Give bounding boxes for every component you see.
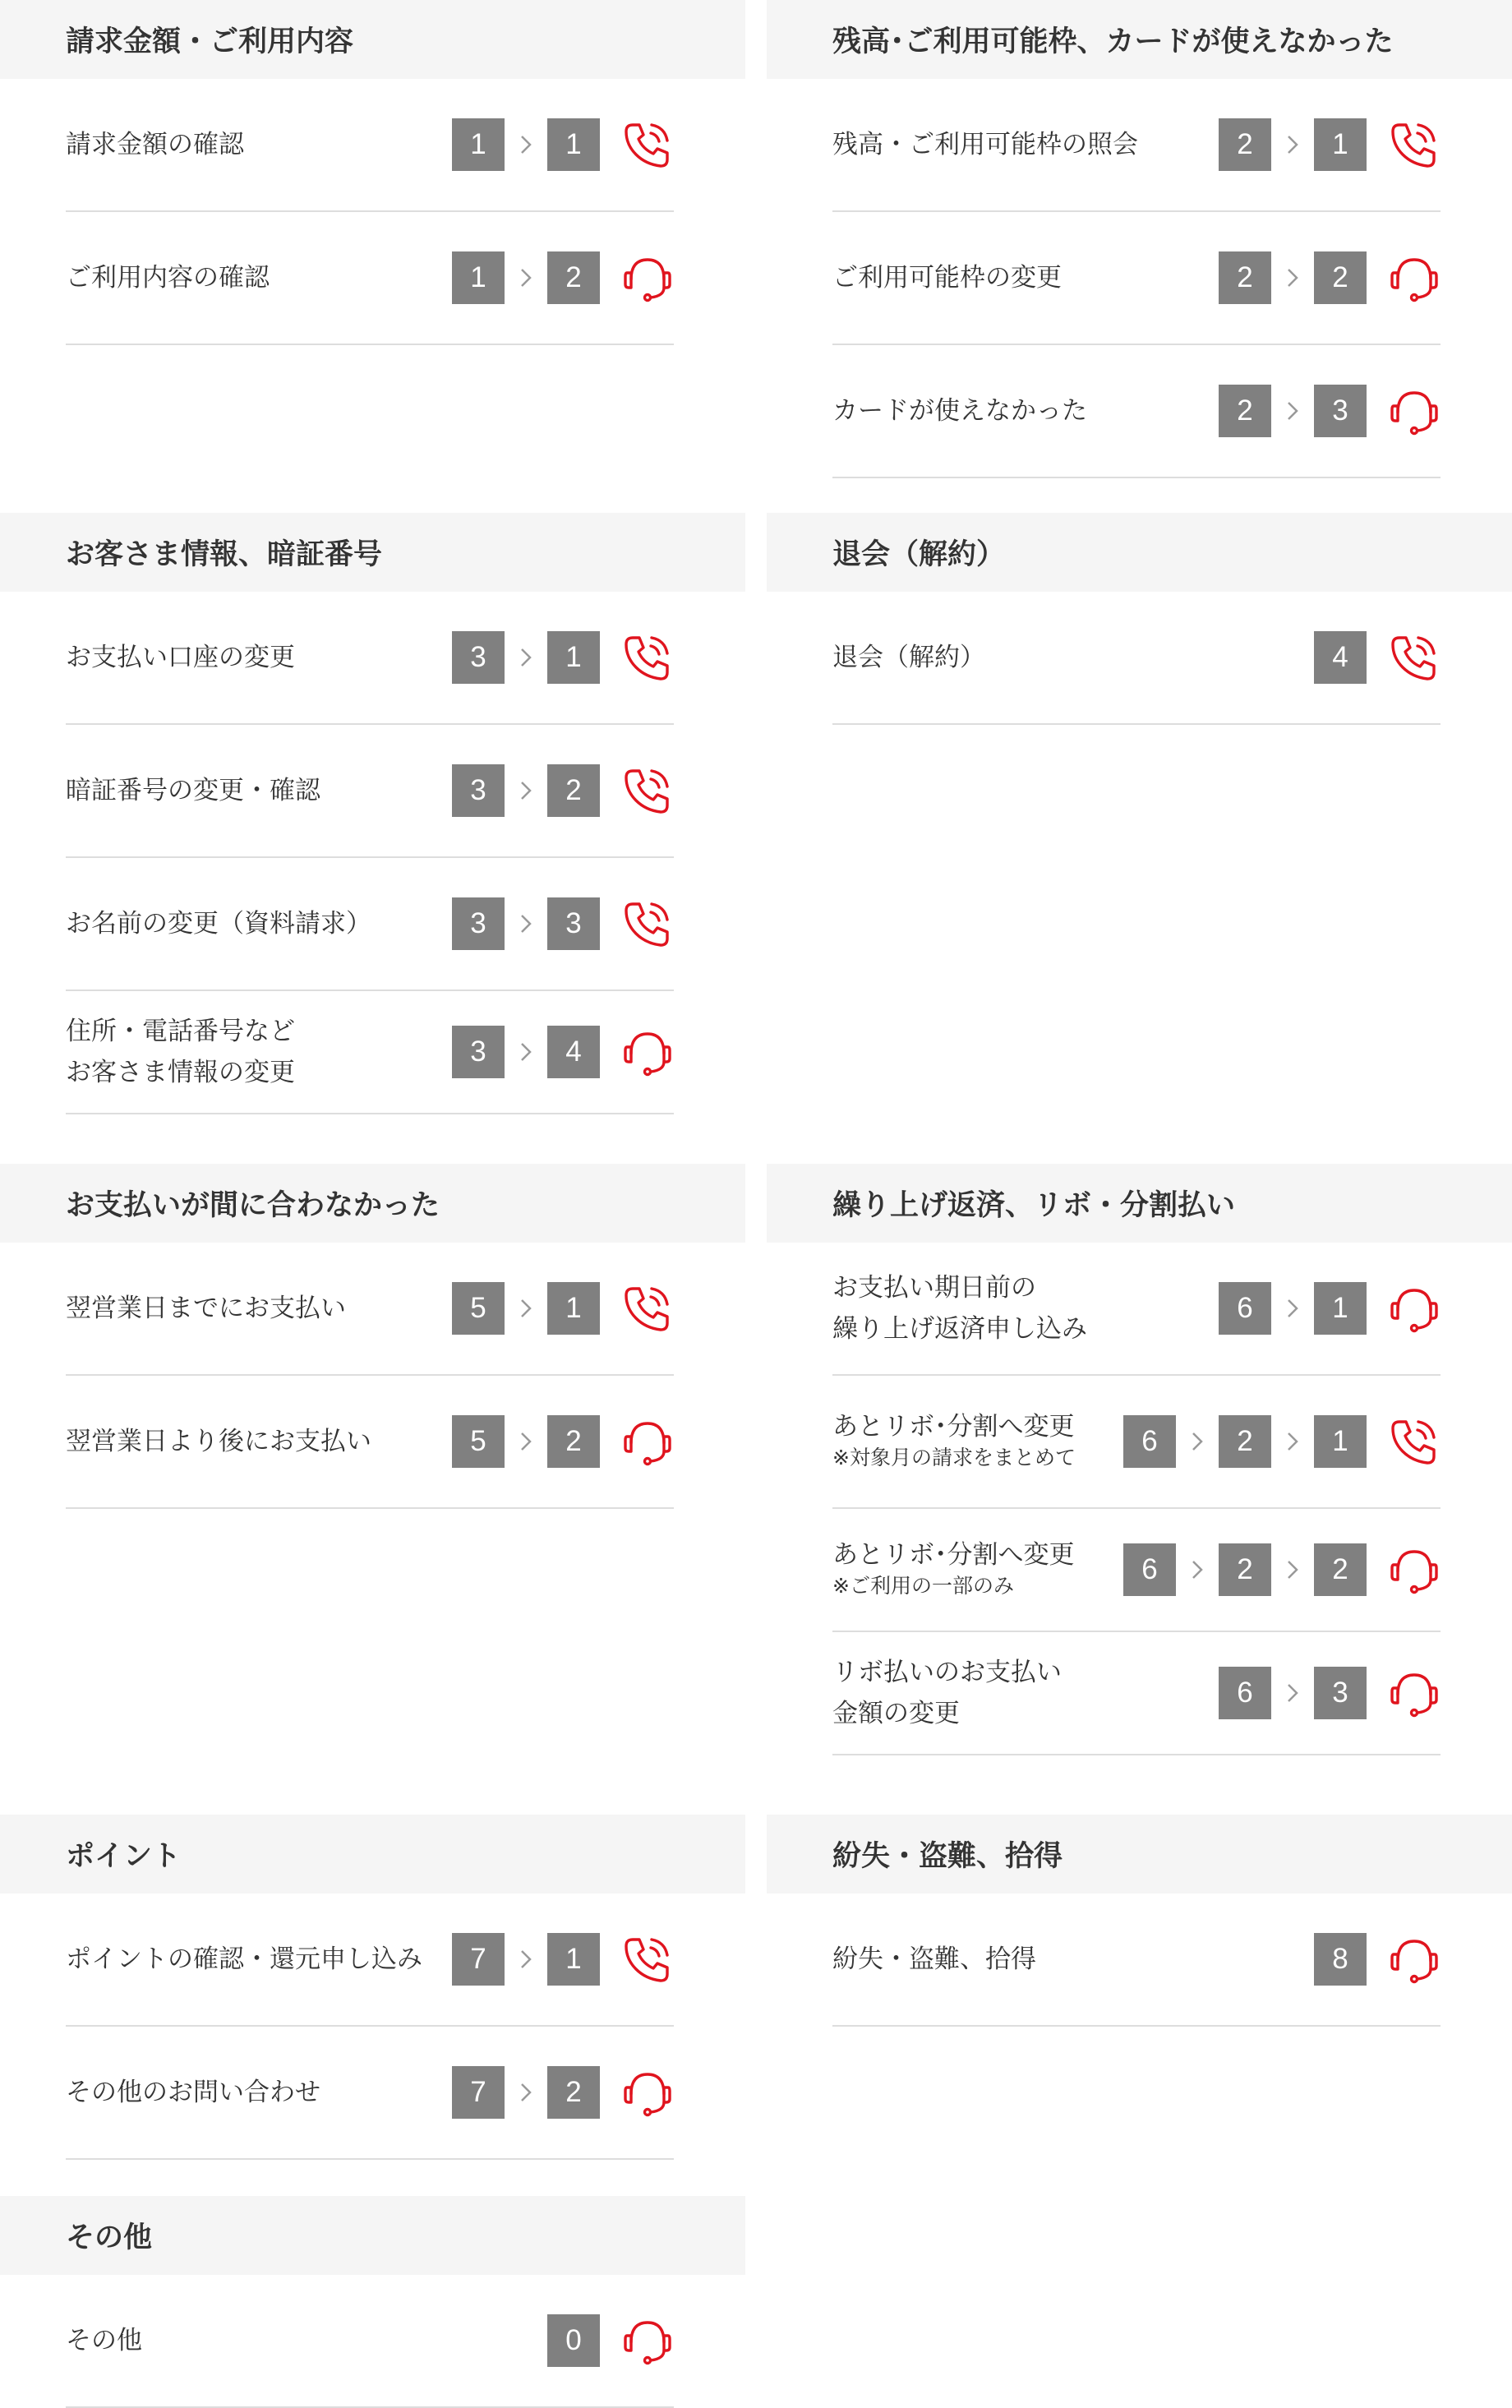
- chevron-right-icon: [505, 1415, 547, 1468]
- dial-sequence: [452, 1026, 674, 1078]
- menu-item[interactable]: [66, 725, 674, 858]
- menu-item-text: [66, 1421, 371, 1462]
- dial-digit: 6: [1123, 1415, 1176, 1468]
- dial-sequence: [452, 118, 674, 171]
- menu-item-text: [66, 1288, 346, 1329]
- menu-item-text: [832, 1267, 1087, 1349]
- chevron-right-icon: [505, 764, 547, 817]
- menu-item-note: ※対象月の請求をまとめて: [832, 1446, 1076, 1469]
- headset-icon: [621, 1415, 674, 1468]
- menu-item[interactable]: [66, 1376, 674, 1509]
- dial-sequence: [1219, 118, 1441, 171]
- dial-digit: 7: [452, 1933, 505, 1986]
- dial-sequence: [452, 251, 674, 304]
- dial-digit: 2: [547, 2066, 600, 2119]
- menu-item[interactable]: [832, 212, 1441, 345]
- chevron-right-icon: [1271, 1543, 1314, 1596]
- dial-sequence: [1314, 631, 1441, 684]
- menu-item[interactable]: [66, 1243, 674, 1376]
- menu-item-label: 退会（解約）: [832, 643, 985, 672]
- dial-sequence: [1219, 251, 1441, 304]
- menu-item-label: ご利用可能枠の変更: [832, 263, 1062, 293]
- section-title: 繰り上げ返済、リボ・分割払い: [767, 1164, 1512, 1243]
- menu-item[interactable]: [66, 1894, 674, 2027]
- menu-item-label: ご利用内容の確認: [66, 263, 270, 293]
- menu-item-text: [832, 257, 1062, 298]
- dial-digit: 2: [1219, 118, 1271, 171]
- chevron-right-icon: [1271, 1667, 1314, 1719]
- menu-item-label: 翌営業日までにお支払い: [66, 1294, 346, 1323]
- chevron-right-icon: [505, 118, 547, 171]
- menu-item-label: お名前の変更（資料請求）: [66, 909, 371, 939]
- dial-digit: 1: [1314, 118, 1367, 171]
- dial-sequence: [547, 2314, 674, 2367]
- menu-item-label: 残高・ご利用可能枠の照会: [832, 130, 1138, 159]
- dial-sequence: [452, 1415, 674, 1468]
- menu-item-label: カードが使えなかった: [832, 396, 1087, 426]
- menu-item-text: [66, 124, 244, 165]
- headset-icon: [1388, 1667, 1441, 1719]
- section-title: 退会（解約）: [767, 513, 1512, 592]
- headset-icon: [1388, 251, 1441, 304]
- dial-sequence: [452, 1933, 674, 1986]
- dial-digit: 2: [1219, 385, 1271, 437]
- menu-item-label: ポイントの確認・還元申し込み: [66, 1944, 422, 1974]
- section-title: 請求金額・ご利用内容: [0, 0, 745, 79]
- dial-digit: 1: [452, 251, 505, 304]
- menu-item-text: [832, 390, 1087, 431]
- menu-item-text: [66, 770, 320, 811]
- menu-item[interactable]: [66, 79, 674, 212]
- menu-item-label: リボ払いのお支払い 金額の変更: [832, 1658, 1062, 1728]
- dial-sequence: [452, 1282, 674, 1335]
- dial-digit: 4: [1314, 631, 1367, 684]
- chevron-right-icon: [505, 251, 547, 304]
- phone-icon: [621, 1282, 674, 1335]
- phone-icon: [621, 897, 674, 950]
- chevron-right-icon: [505, 2066, 547, 2119]
- section-title: 残高･ご利用可能枠、カードが使えなかった: [767, 0, 1512, 79]
- menu-item[interactable]: [832, 345, 1441, 478]
- chevron-right-icon: [1271, 251, 1314, 304]
- menu-item-label: お支払い口座の変更: [66, 643, 295, 672]
- dial-sequence: [452, 764, 674, 817]
- dial-digit: 3: [547, 897, 600, 950]
- dial-digit: 1: [547, 1282, 600, 1335]
- headset-icon: [621, 1026, 674, 1078]
- section-title: 紛失・盗難、拾得: [767, 1815, 1512, 1894]
- menu-item[interactable]: [832, 1243, 1441, 1376]
- dial-digit: 2: [547, 1415, 600, 1468]
- section-prepayment-revolving: [767, 1164, 1512, 1755]
- menu-item-text: [66, 903, 371, 944]
- section-late-payment: [0, 1164, 745, 1509]
- menu-item-text: [832, 1652, 1062, 1734]
- dial-digit: 3: [1314, 385, 1367, 437]
- menu-item-text: [66, 1011, 295, 1093]
- menu-item[interactable]: [66, 212, 674, 345]
- dial-digit: 1: [547, 1933, 600, 1986]
- menu-item[interactable]: [66, 858, 674, 991]
- menu-item-text: [66, 257, 270, 298]
- menu-item-label: あとリボ･分割へ変更: [832, 1412, 1075, 1442]
- dial-digit: 3: [452, 631, 505, 684]
- chevron-right-icon: [505, 897, 547, 950]
- dial-sequence: [1219, 385, 1441, 437]
- menu-item[interactable]: [66, 592, 674, 725]
- dial-digit: 2: [547, 764, 600, 817]
- section-lost-stolen: [767, 1815, 1512, 2027]
- dial-digit: 2: [1219, 1543, 1271, 1596]
- dial-digit: 2: [1314, 251, 1367, 304]
- section-customer-info: [0, 513, 745, 1114]
- chevron-right-icon: [1271, 118, 1314, 171]
- dial-sequence: [1123, 1543, 1441, 1596]
- headset-icon: [1388, 1282, 1441, 1335]
- menu-item-label: 紛失・盗難、拾得: [832, 1944, 1036, 1974]
- dial-digit: 0: [547, 2314, 600, 2367]
- dial-digit: 1: [452, 118, 505, 171]
- phone-icon: [1388, 1415, 1441, 1468]
- headset-icon: [621, 251, 674, 304]
- phone-icon: [1388, 631, 1441, 684]
- dial-sequence: [1123, 1415, 1441, 1468]
- section-cancellation: [767, 513, 1512, 725]
- dial-sequence: [452, 2066, 674, 2119]
- dial-digit: 1: [547, 118, 600, 171]
- dial-digit: 6: [1219, 1667, 1271, 1719]
- section-title: その他: [0, 2196, 745, 2275]
- phone-icon: [621, 631, 674, 684]
- section-balance-limit: [767, 0, 1512, 478]
- chevron-right-icon: [1271, 1282, 1314, 1335]
- menu-item-text: [832, 1538, 1075, 1601]
- headset-icon: [1388, 1933, 1441, 1986]
- menu-item-text: [832, 124, 1138, 165]
- chevron-right-icon: [1176, 1543, 1219, 1596]
- menu-item-text: [832, 1410, 1076, 1473]
- menu-item[interactable]: [832, 1894, 1441, 2027]
- phone-icon: [621, 764, 674, 817]
- headset-icon: [1388, 1543, 1441, 1596]
- dial-digit: 2: [547, 251, 600, 304]
- menu-item[interactable]: [832, 592, 1441, 725]
- dial-sequence: [1314, 1933, 1441, 1986]
- dial-digit: 6: [1219, 1282, 1271, 1335]
- chevron-right-icon: [505, 1282, 547, 1335]
- dial-digit: 2: [1219, 251, 1271, 304]
- menu-item-label: お支払い期日前の 繰り上げ返済申し込み: [832, 1273, 1087, 1344]
- menu-item-text: [66, 1939, 422, 1980]
- menu-item[interactable]: [66, 2027, 674, 2160]
- chevron-right-icon: [1271, 385, 1314, 437]
- dial-digit: 4: [547, 1026, 600, 1078]
- dial-digit: 5: [452, 1282, 505, 1335]
- section-title: お支払いが間に合わなかった: [0, 1164, 745, 1243]
- dial-digit: 3: [452, 1026, 505, 1078]
- menu-item-text: [832, 1939, 1036, 1980]
- menu-item[interactable]: [66, 2275, 674, 2408]
- dial-digit: 1: [1314, 1415, 1367, 1468]
- phone-icon: [621, 118, 674, 171]
- headset-icon: [621, 2066, 674, 2119]
- dial-digit: 6: [1123, 1543, 1176, 1596]
- dial-sequence: [452, 897, 674, 950]
- menu-item-text: [66, 2072, 320, 2113]
- headset-icon: [1388, 385, 1441, 437]
- section-title: お客さま情報、暗証番号: [0, 513, 745, 592]
- menu-item-text: [66, 2320, 142, 2361]
- chevron-right-icon: [505, 631, 547, 684]
- section-billing: [0, 0, 745, 345]
- section-other: [0, 2196, 745, 2408]
- menu-item-label: その他: [66, 2326, 142, 2355]
- dial-digit: 3: [1314, 1667, 1367, 1719]
- chevron-right-icon: [505, 1933, 547, 1986]
- menu-item-text: [66, 637, 295, 678]
- dial-digit: 7: [452, 2066, 505, 2119]
- menu-item-label: その他のお問い合わせ: [66, 2078, 320, 2107]
- chevron-right-icon: [505, 1026, 547, 1078]
- menu-item[interactable]: [832, 1632, 1441, 1755]
- dial-digit: 3: [452, 897, 505, 950]
- phone-icon: [621, 1933, 674, 1986]
- dial-sequence: [1219, 1667, 1441, 1719]
- menu-item-label: 暗証番号の変更・確認: [66, 776, 320, 805]
- chevron-right-icon: [1176, 1415, 1219, 1468]
- dial-sequence: [452, 631, 674, 684]
- dial-digit: 1: [1314, 1282, 1367, 1335]
- dial-digit: 8: [1314, 1933, 1367, 1986]
- chevron-right-icon: [1271, 1415, 1314, 1468]
- menu-item[interactable]: [66, 991, 674, 1114]
- menu-item-label: 請求金額の確認: [66, 130, 244, 159]
- section-title: ポイント: [0, 1815, 745, 1894]
- section-points: [0, 1815, 745, 2160]
- dial-digit: 1: [547, 631, 600, 684]
- menu-item-label: 住所・電話番号など お客さま情報の変更: [66, 1017, 295, 1087]
- dial-digit: 5: [452, 1415, 505, 1468]
- dial-digit: 3: [452, 764, 505, 817]
- dial-digit: 2: [1219, 1415, 1271, 1468]
- dial-digit: 2: [1314, 1543, 1367, 1596]
- headset-icon: [621, 2314, 674, 2367]
- menu-item-label: あとリボ･分割へ変更: [832, 1540, 1075, 1570]
- menu-item-label: 翌営業日より後にお支払い: [66, 1427, 371, 1456]
- menu-item[interactable]: [832, 1376, 1441, 1509]
- dial-sequence: [1219, 1282, 1441, 1335]
- menu-item-text: [832, 637, 985, 678]
- phone-icon: [1388, 118, 1441, 171]
- menu-item[interactable]: [832, 79, 1441, 212]
- menu-item[interactable]: [832, 1509, 1441, 1632]
- menu-item-note: ※ご利用の一部のみ: [832, 1574, 1014, 1598]
